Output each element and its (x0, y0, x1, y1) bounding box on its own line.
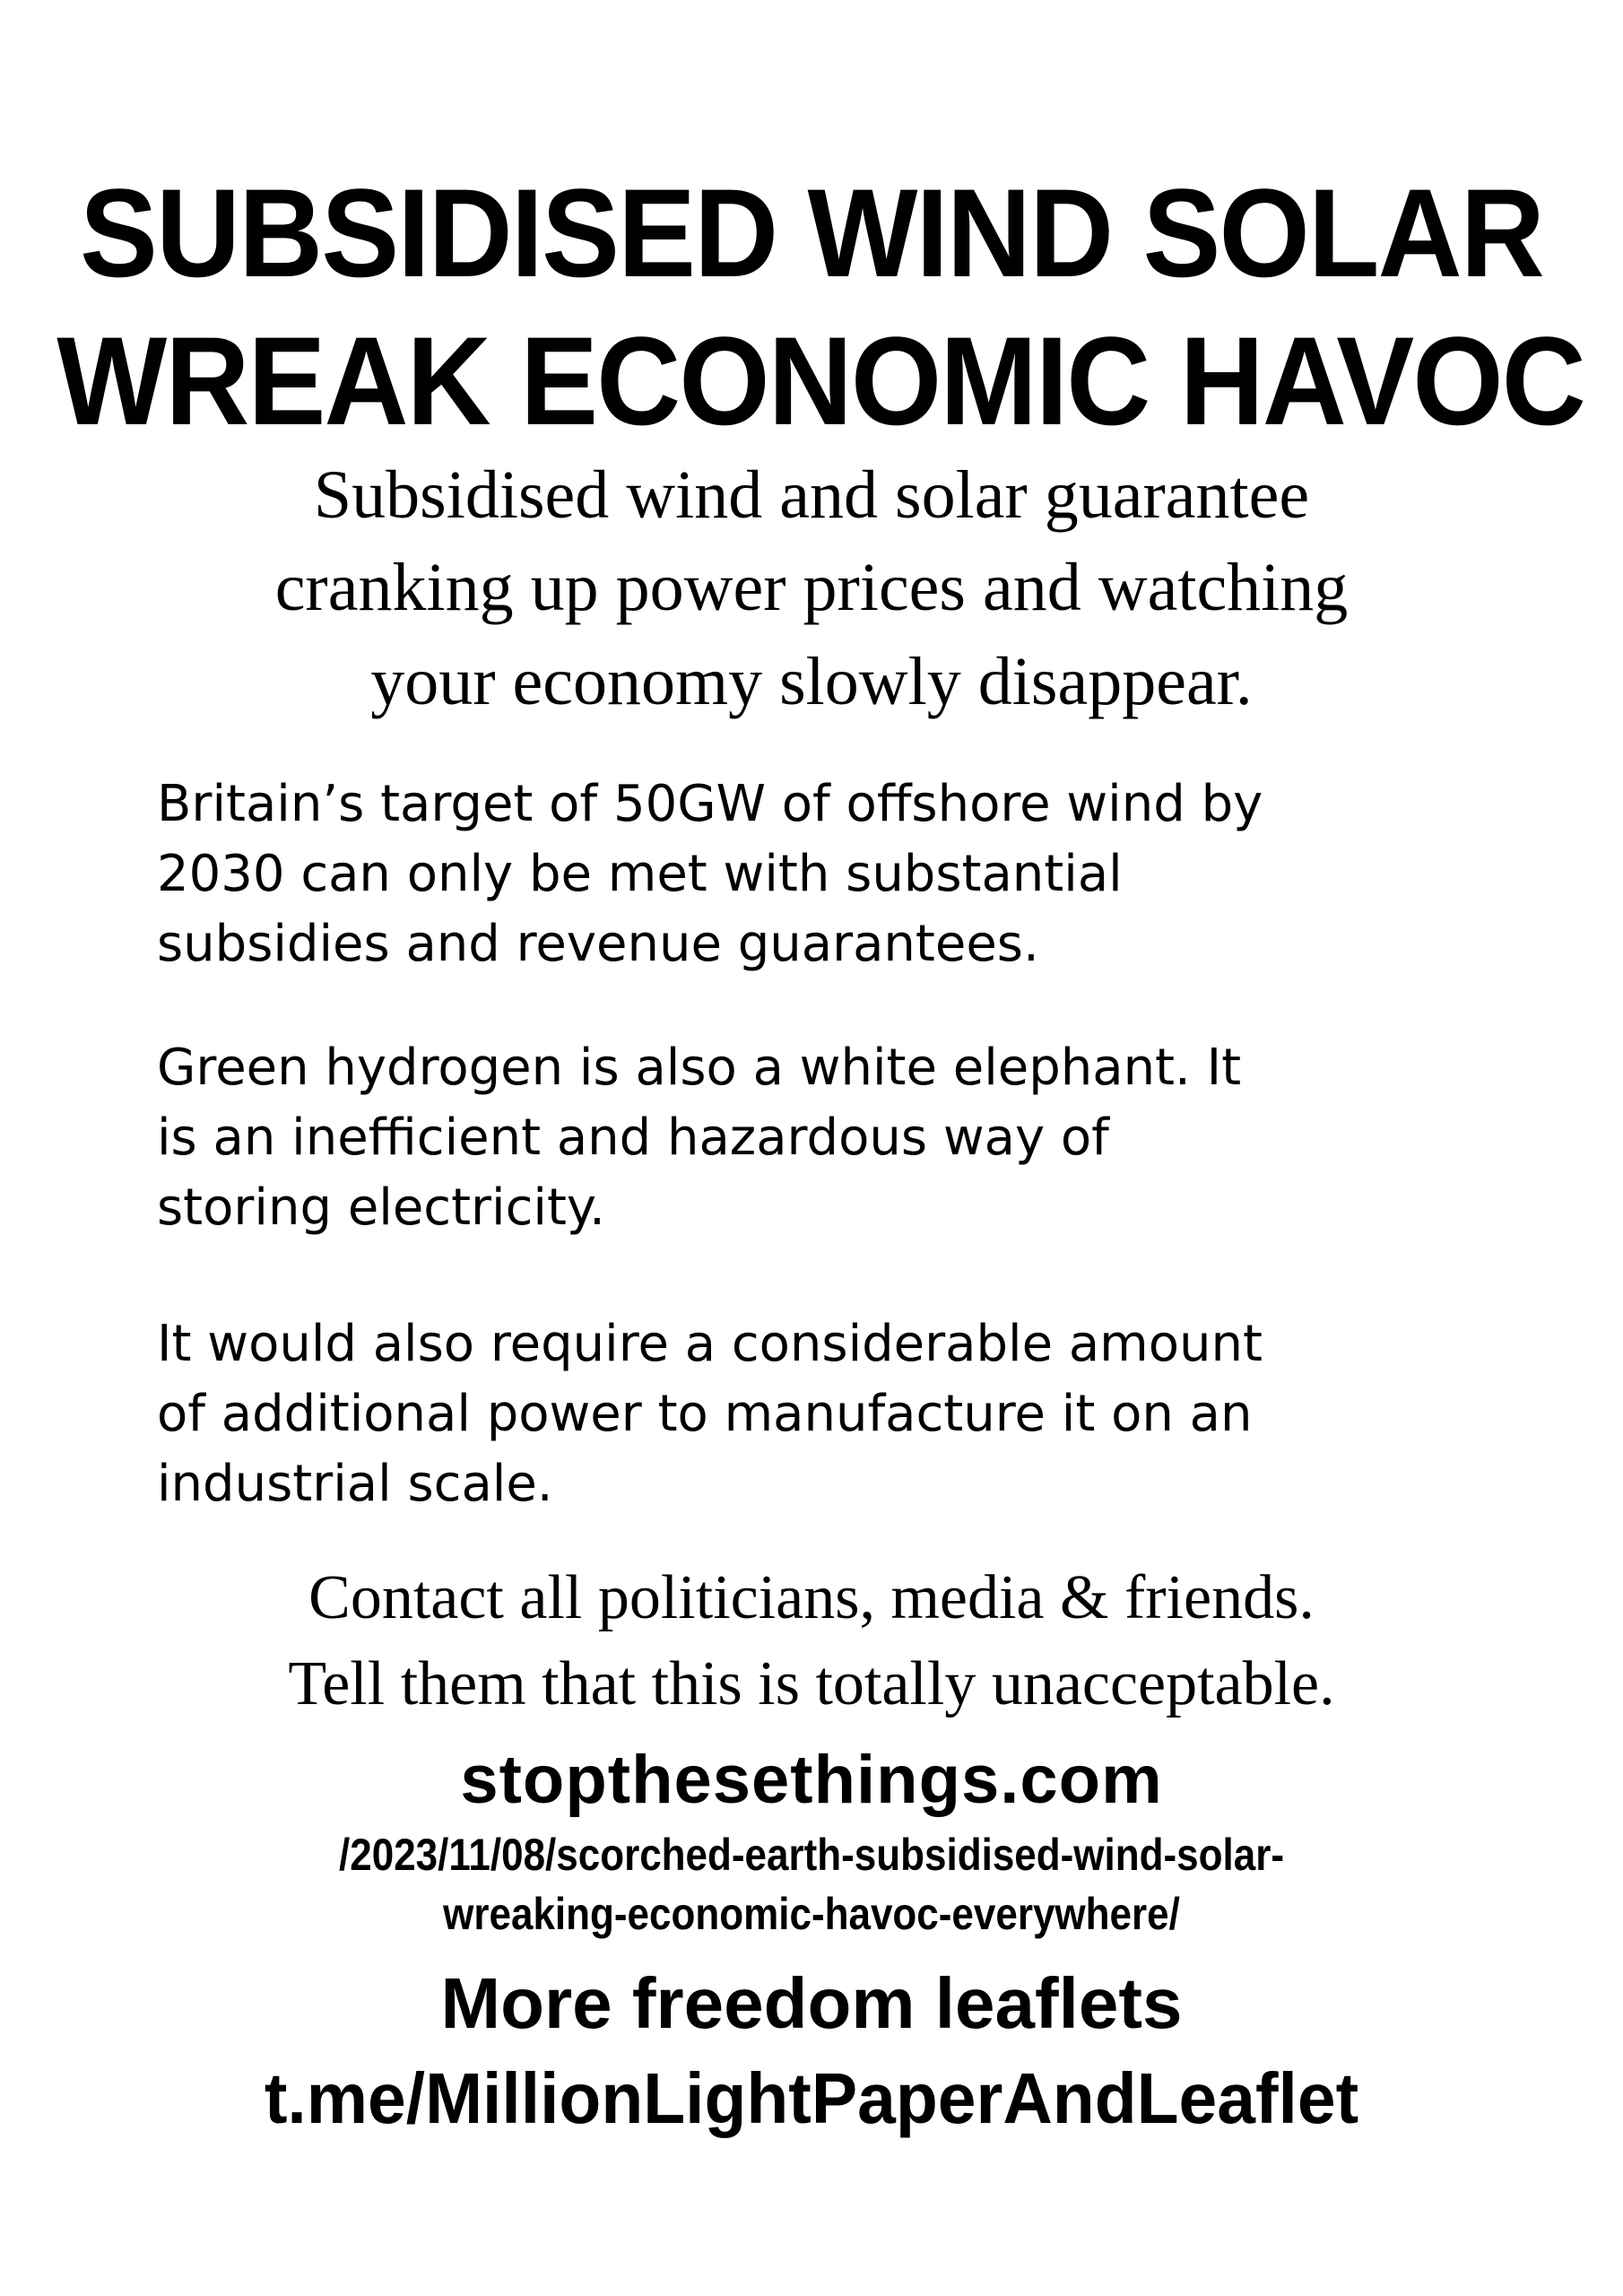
source-path-line-1[interactable]: /2023/11/08/scorched-earth-subsidised-wind-solar- (339, 1830, 1284, 1880)
call-to-action-line-1: Contact all politicians, media & friends. (308, 1563, 1315, 1632)
paragraph-line: of additional power to manufacture it on an (157, 1385, 1253, 1443)
paragraph-line: Britain’s target of 50GW of offshore wind by (157, 775, 1263, 833)
paragraph-line: It would also require a considerable amount (157, 1315, 1263, 1373)
subheadline-line-1: Subsidised wind and solar guarantee (313, 457, 1310, 533)
paragraph-line: Green hydrogen is also a white elephant. It (157, 1039, 1242, 1097)
paragraph-line: is an inefficient and hazardous way of (157, 1109, 1109, 1167)
headline-line-2: WREAK ECONOMIC HAVOC (56, 310, 1584, 451)
more-leaflets-label: More freedom leaflets (440, 1963, 1183, 2043)
source-path-line-2[interactable]: wreaking-economic-havoc-everywhere/ (443, 1889, 1180, 1939)
headline-line-1: SUBSIDISED WIND SOLAR (80, 162, 1543, 303)
subheadline-line-3: your economy slowly disappear. (370, 644, 1253, 719)
telegram-link[interactable]: t.me/MillionLightPaperAndLeaflet (264, 2058, 1359, 2138)
call-to-action-line-2: Tell them that this is totally unacceptable. (288, 1649, 1335, 1718)
paragraph-line: 2030 can only be met with substantial (157, 845, 1123, 903)
subheadline-line-2: cranking up power prices and watching (274, 550, 1349, 625)
paragraph-line: subsidies and revenue guarantees. (157, 915, 1039, 973)
paragraph-line: storing electricity. (157, 1178, 605, 1237)
source-site[interactable]: stopthesethings.com (460, 1742, 1163, 1818)
paragraph-line: industrial scale. (157, 1455, 553, 1513)
